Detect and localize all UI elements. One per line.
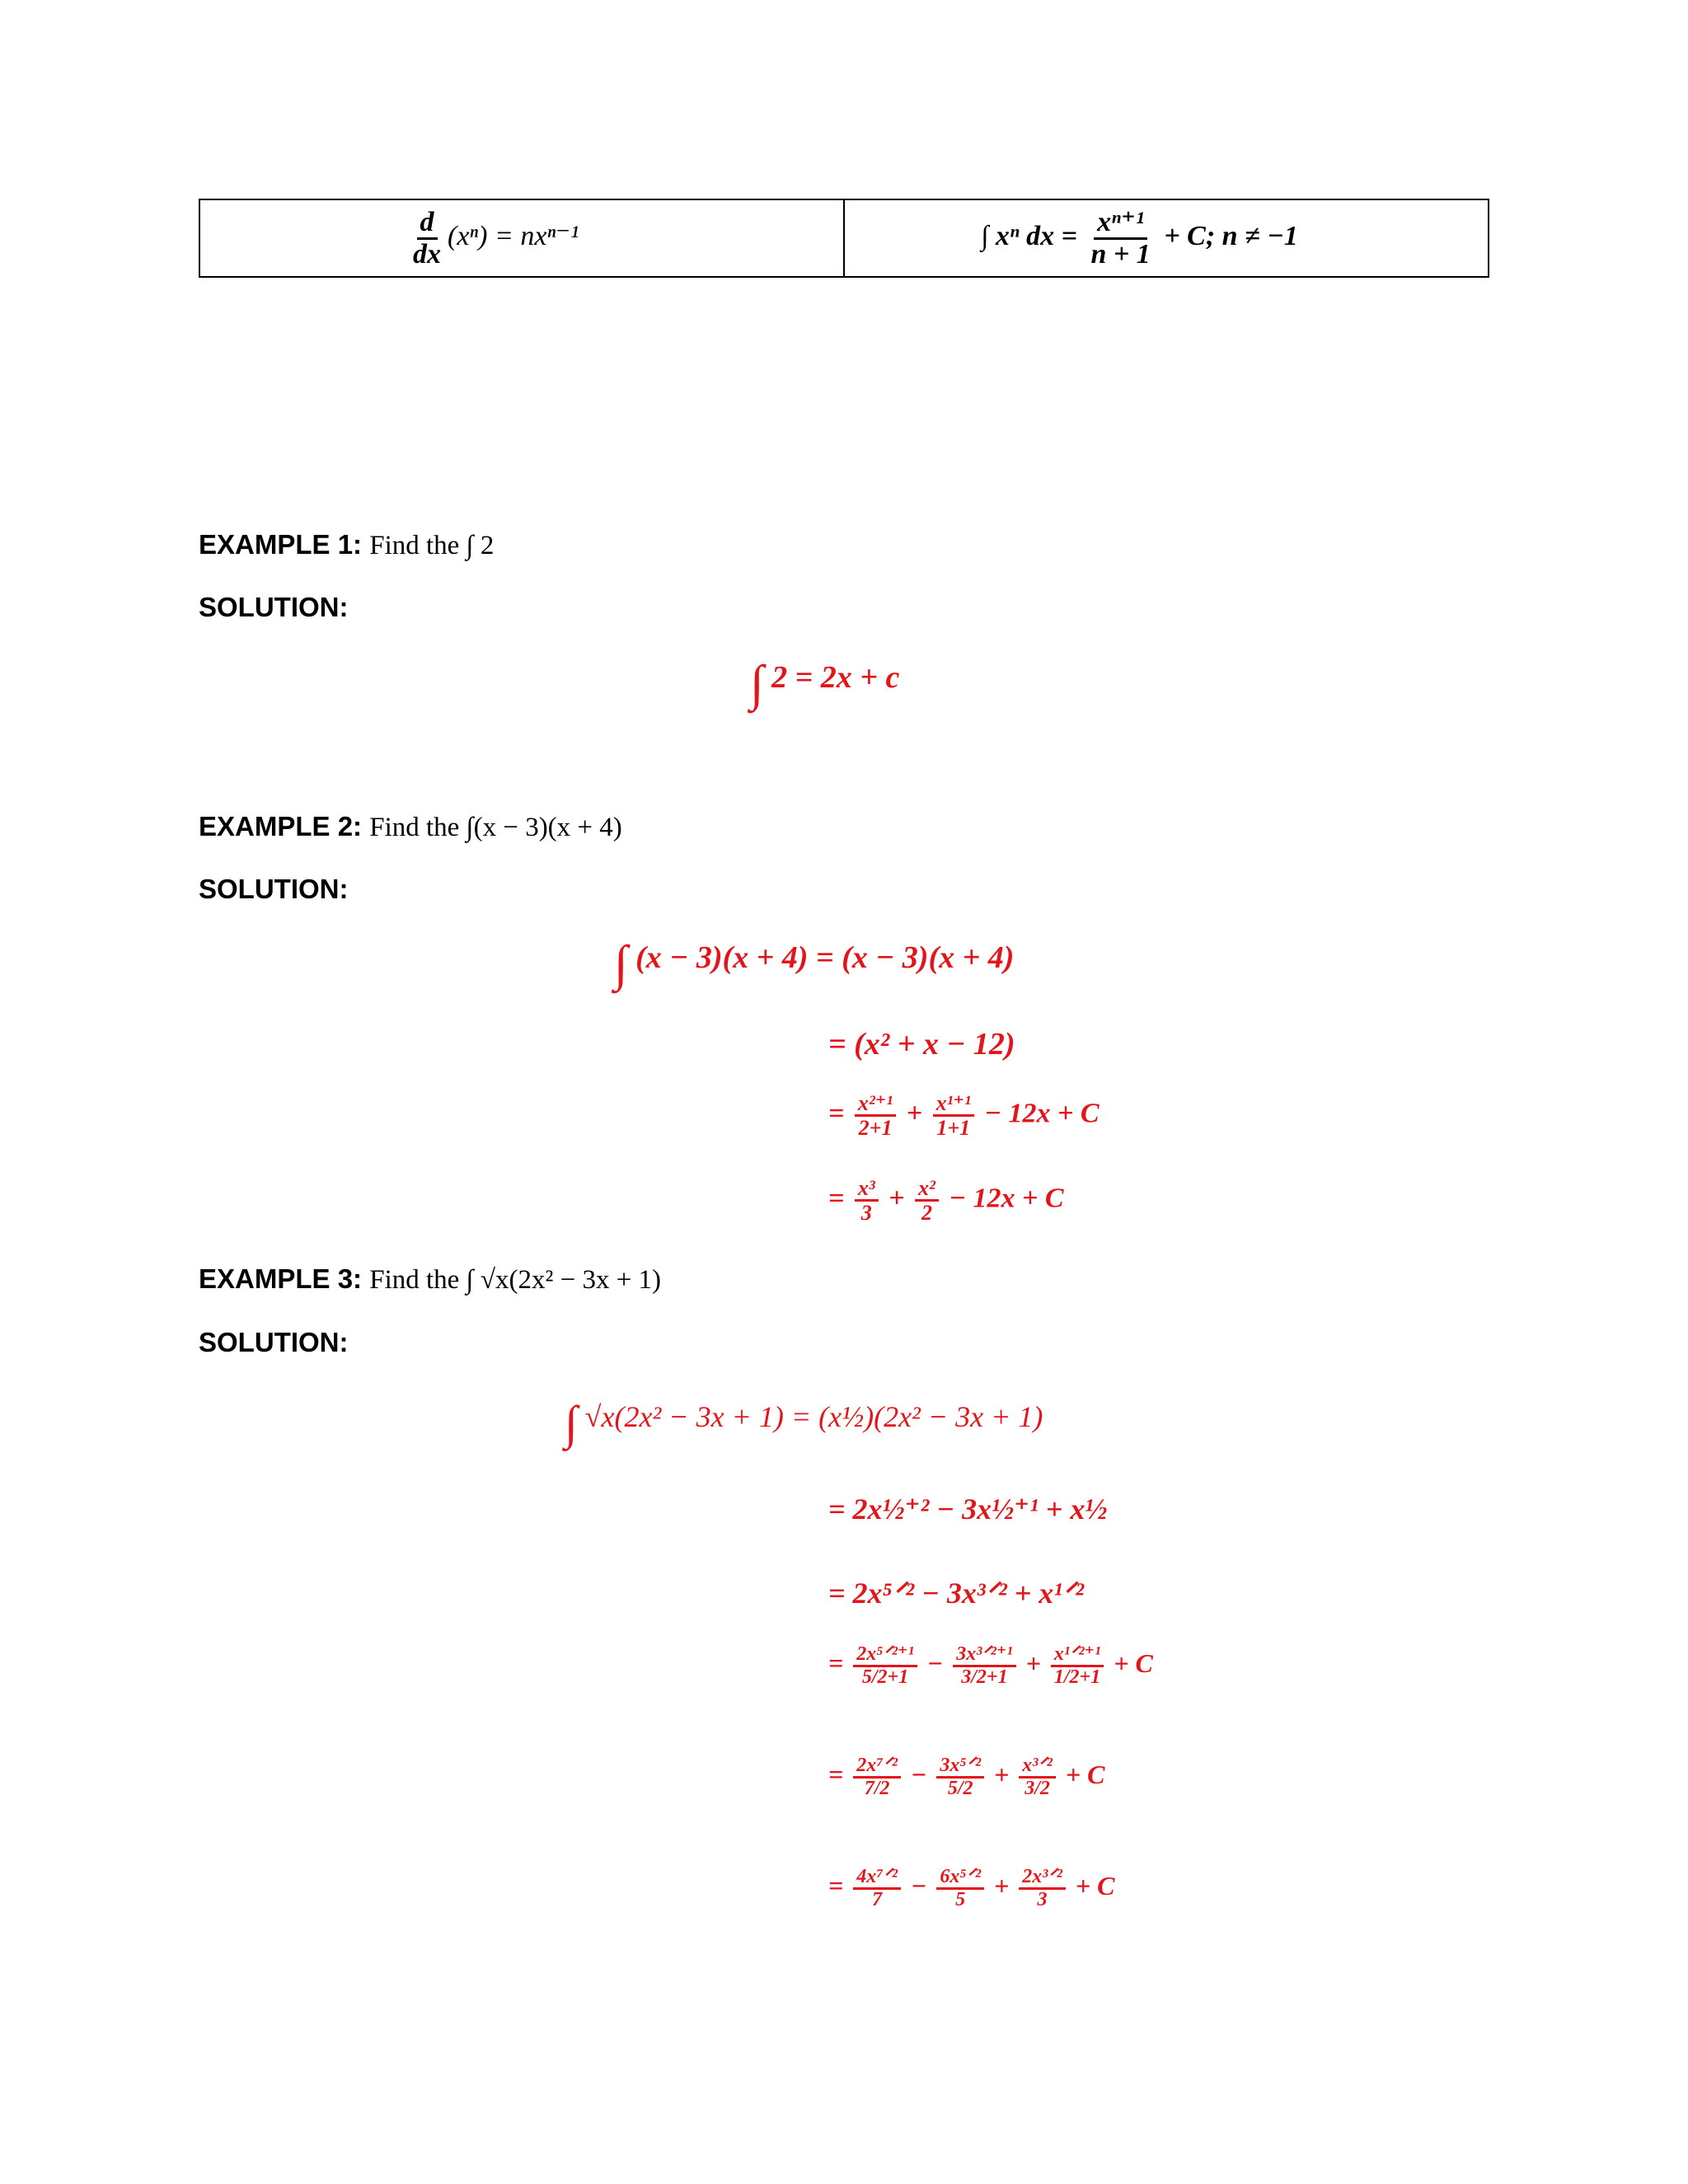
derivative-rule: (xⁿ) = nxⁿ⁻¹ — [448, 220, 579, 251]
example1-heading: EXAMPLE 1: Find the ∫ 2 — [199, 529, 495, 560]
integral-sign: ∫ — [565, 1397, 578, 1450]
example1-line1: ∫ 2 = 2x + c — [750, 656, 900, 712]
example2-line2: = (x² + x − 12) — [828, 1027, 1015, 1062]
integral-sign: ∫ — [614, 936, 628, 992]
example2-solution-label: SOLUTION: — [199, 874, 349, 904]
example2-line3: = $\frac{\text{x²⁺¹}}{2+1}$ + $\frac{\text{x¹⁺¹}}{1+1}$ − 12x + C — [828, 1091, 1100, 1141]
example3-line6: = $\frac{\text{4x⁷ᐟ²}}{7}$ − $\frac{\text{6x⁵ᐟ²}}{5}$ + $\frac{\text{2x³ᐟ²}}{3}$ + C — [828, 1866, 1115, 1911]
example2-line4: = $\frac{\text{x³}}{3}$ + $\frac{\text{x²}}{2}$ − 12x + C — [828, 1176, 1064, 1226]
example3-line4: = $\frac{\text{2x⁵ᐟ²⁺¹}}{5/2+1}$ − $\frac{\text{3x³ᐟ²⁺¹}}{3/2+1}$ + $\frac{\text{x¹ᐟ²⁺¹}}{1/2+1}$ + C — [828, 1643, 1153, 1689]
formula-table — [199, 199, 1489, 278]
integral-sign: ∫ — [750, 656, 764, 712]
integral-rule-cell — [844, 199, 1489, 277]
example2-heading: EXAMPLE 2: Find the ∫(x − 3)(x + 4) — [199, 811, 622, 842]
example3-line3: = 2x⁵ᐟ² − 3x³ᐟ² + x¹ᐟ² — [828, 1577, 1085, 1610]
example3-line2: = 2x½⁺² − 3x½⁺¹ + x½ — [828, 1493, 1108, 1526]
example2-line1: ∫ (x − 3)(x + 4) = (x − 3)(x + 4) — [614, 936, 1015, 992]
example1-solution-label: SOLUTION: — [199, 592, 349, 622]
example3-heading: EXAMPLE 3: Find the ∫ √x(2x² − 3x + 1) — [199, 1263, 662, 1295]
derivative-rule-cell — [199, 199, 844, 277]
example3-solution-label: SOLUTION: — [199, 1327, 349, 1357]
d-dx-fraction: $\frac{d}{dx}$ — [413, 206, 441, 269]
example3-line1: ∫ √x(2x² − 3x + 1) = (x½)(2x² − 3x + 1) — [565, 1397, 1043, 1450]
example3-line5: = $\frac{\text{2x⁷ᐟ²}}{7/2}$ − $\frac{\text{3x⁵ᐟ²}}{5/2}$ + $\frac{\text{x³ᐟ²}}{3/2}$ + C — [828, 1755, 1105, 1800]
integral-rule: ∫ xⁿ dx = $\frac{\text{xⁿ⁺¹}}{n + 1}$ + C; n ≠ −1 — [981, 206, 1298, 269]
